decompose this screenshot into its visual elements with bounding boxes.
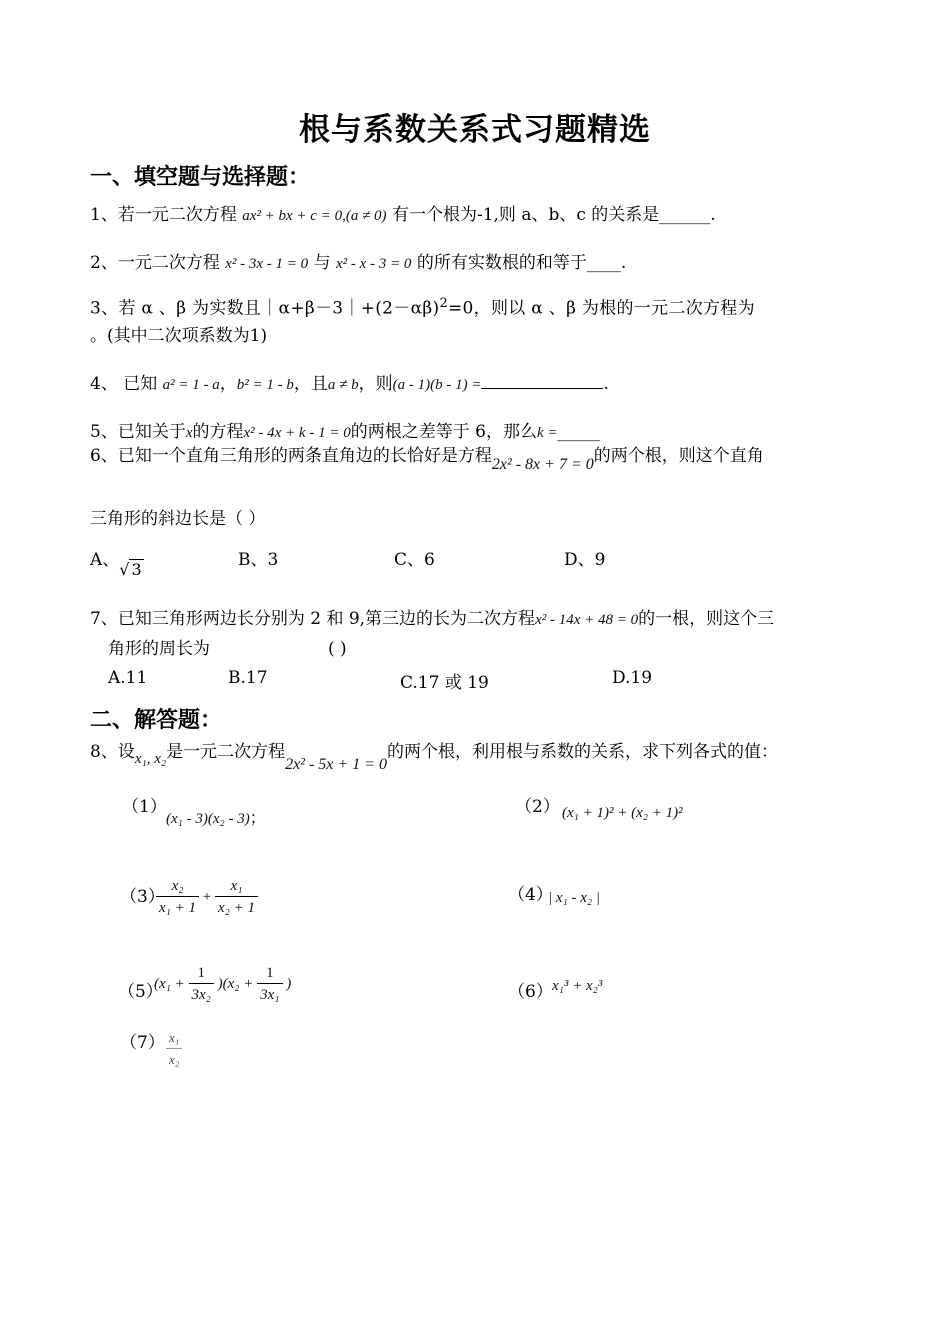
- part-7-expression: [166, 1028, 182, 1071]
- question-3-line1: 3、若 α 、β 为实数且｜α+β－3｜+(2－αβ): [90, 298, 440, 319]
- question-6-suffix: 的两个根，则这个直角: [593, 446, 764, 466]
- question-5-k: k =: [536, 425, 558, 441]
- question-1-equation: ax² + bx + c = 0,(a ≠ 0): [242, 208, 387, 224]
- part-4-expression: | x₁ - x₂ |: [548, 890, 600, 906]
- question-5-mid: 的方程: [192, 422, 244, 442]
- question-6-option-c[interactable]: C、6: [394, 550, 435, 570]
- part-5-b: )(x₂ +: [217, 975, 254, 992]
- part-1-expression: [166, 805, 266, 828]
- part-7-fraction: [166, 1028, 182, 1071]
- part-2-expression: (x₁ + 1)² + (x₂ + 1)²: [562, 805, 683, 821]
- part-6-expression: x₁³ + x₂³: [552, 978, 603, 994]
- part-3-plus: +: [202, 888, 212, 905]
- question-5-equation: x² - 4x + k - 1 = 0: [243, 425, 351, 441]
- question-4-mid: ，且: [293, 374, 328, 394]
- question-2-prefix: 2、一元二次方程: [90, 253, 220, 273]
- part-4-label: （4）: [508, 885, 553, 905]
- question-3-exponent: 2: [439, 296, 449, 311]
- part-5-num-1: 1: [189, 963, 214, 984]
- question-7-answer-paren[interactable]: ( ): [328, 639, 347, 659]
- part-5-den-1: 3x₂: [191, 987, 211, 1003]
- question-8-roots: x₁, x₂: [134, 751, 167, 767]
- part-3-label: （3）: [120, 887, 165, 907]
- question-2-equation-2: x² - x - 3 = 0: [335, 256, 412, 272]
- question-4-mid2: ，则: [358, 374, 393, 394]
- question-7: [90, 607, 774, 632]
- part-5-label: （5）: [118, 982, 163, 1002]
- question-6-option-a-radicand: 3: [131, 560, 142, 579]
- question-3: [90, 292, 755, 321]
- question-5-prefix: 5、已知关于: [90, 422, 186, 442]
- part-5-expression: [154, 963, 291, 1006]
- question-8-mid: 是一元二次方程: [166, 742, 286, 762]
- square-root-icon: √ 3: [119, 560, 142, 579]
- question-6-prefix: 6、已知一个直角三角形的两条直角边的长恰好是方程: [90, 446, 492, 466]
- question-6-option-d[interactable]: D、9: [564, 550, 606, 570]
- part-5-a: (x₁ +: [154, 975, 185, 992]
- question-6-option-b[interactable]: B、3: [238, 550, 279, 570]
- question-7-option-b[interactable]: B.17: [228, 668, 268, 688]
- part-3-num-2: x₁: [215, 876, 258, 897]
- question-7-option-a[interactable]: A.11: [108, 668, 148, 688]
- question-4-math-b: b² = 1 - b: [236, 377, 294, 393]
- question-8-prefix: 8、设: [90, 742, 135, 762]
- question-4-math-a: a² = 1 - a: [162, 377, 220, 393]
- question-8-equation: 2x² - 5x + 1 = 0: [285, 756, 387, 773]
- question-4: [90, 372, 609, 397]
- part-7-den: x₂: [169, 1052, 180, 1067]
- question-4-answer-blank[interactable]: [481, 372, 603, 389]
- part-5-fraction-1: [189, 963, 214, 1006]
- part-5-den-2: 3x₁: [260, 987, 280, 1003]
- part-5-fraction-2: [257, 963, 282, 1006]
- question-4-math-neq: a ≠ b: [327, 377, 359, 393]
- part-3-fraction-2: [215, 876, 258, 919]
- part-3-fraction-1: [156, 876, 199, 919]
- page-title: 根与系数关系式习题精选: [299, 112, 651, 148]
- question-7-equation: x² - 14x + 48 = 0: [535, 612, 639, 628]
- part-5-c: ): [286, 975, 292, 992]
- question-6-option-a-label: A、: [90, 550, 120, 570]
- section-heading-fill-choice: 一、填空题与选择题：: [90, 164, 311, 190]
- question-5-suffix: 的两根之差等于 6，那么: [350, 422, 537, 442]
- question-5: [90, 420, 600, 445]
- question-5-var: x: [185, 425, 193, 441]
- question-4-prefix: 4、 已知: [90, 374, 158, 394]
- question-1: [90, 203, 716, 228]
- question-2: [90, 251, 626, 276]
- question-6-line2: 三角形的斜边长是（ ）: [90, 509, 266, 529]
- question-7-suffix: 的一根，则这个三: [638, 609, 775, 629]
- part-1-label: （1）: [122, 797, 167, 817]
- question-7-line2: 角形的周长为: [108, 639, 210, 659]
- question-8-suffix: 的两个根，利用根与系数的关系，求下列各式的值：: [387, 742, 778, 762]
- question-4-math-product: (a - 1)(b - 1) =: [392, 377, 482, 393]
- question-7-option-d[interactable]: D.19: [612, 668, 653, 688]
- part-3-den-2: x₂ + 1: [217, 900, 255, 916]
- question-5-blank[interactable]: _____: [557, 422, 600, 442]
- question-2-suffix: 的所有实数根的和等于____.: [416, 253, 627, 273]
- question-6-equation: 2x² - 8x + 7 = 0: [491, 456, 594, 473]
- part-7-label: （7）: [120, 1033, 165, 1053]
- question-1-suffix: 有一个根为-1,则 a、b、c 的关系是______.: [391, 205, 716, 225]
- question-3-line2: 。(其中二次项系数为1): [90, 326, 268, 346]
- part-3-den-1: x₁ + 1: [159, 900, 196, 916]
- part-1-tail: ；: [249, 808, 266, 827]
- question-3-line1b: =0，则以 α 、β 为根的一元二次方程为: [448, 298, 755, 319]
- part-2-label: （2）: [515, 797, 560, 817]
- question-7-option-c[interactable]: C.17 或 19: [400, 673, 489, 693]
- part-5-num-2: 1: [257, 963, 282, 984]
- question-2-mid: 与: [313, 253, 331, 273]
- question-6: [90, 444, 764, 473]
- part-7-num: x₁: [166, 1028, 182, 1049]
- question-6-option-a[interactable]: [90, 545, 144, 579]
- question-2-equation-1: x² - 3x - 1 = 0: [225, 256, 309, 272]
- section-heading-answers: 二、解答题：: [90, 707, 223, 733]
- question-1-prefix: 1、若一元二次方程: [90, 205, 237, 225]
- question-4-suffix: .: [603, 374, 609, 394]
- part-3-num-1: x₂: [156, 876, 199, 897]
- part-1-expr: (x₁ - 3)(x₂ - 3): [166, 811, 250, 827]
- question-7-prefix: 7、已知三角形两边长分别为 2 和 9,第三边的长为二次方程: [90, 609, 536, 629]
- part-3-expression: [156, 876, 258, 919]
- question-4-sep: ，: [219, 374, 237, 394]
- part-6-label: （6）: [508, 982, 553, 1002]
- question-8: [90, 740, 778, 773]
